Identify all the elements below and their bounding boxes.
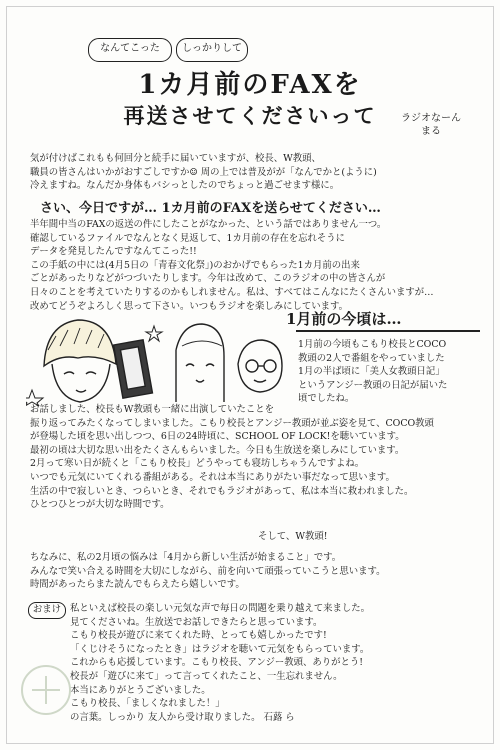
- paragraph-worries: [30, 551, 480, 592]
- byline: [376, 112, 486, 138]
- text-line: 1月前の今頃もこもり校長とCOCO: [298, 339, 447, 350]
- text-line: 確認しているファイルでなんとなく見返して、1カ月前の存在を忘れそうに: [30, 232, 345, 244]
- text-line: こもり校長が遊びに来てくれた時、とっても嬉しかったです!: [70, 630, 327, 642]
- text-line: データを発見したんですなんてこった!!: [30, 246, 197, 258]
- text-line: 振り返ってみたくなってしまいました。こもり校長とアンジー教頭が並ぶ姿を見て、COCO教頭: [30, 417, 434, 429]
- text-line: 日々のことを考えていたりするのかもしれません。私は、すべてはこんなにたくさんいますが…: [30, 286, 434, 298]
- text-line: が登場した頃を思い出しつつ、6日の24時頃に、SCHOOL OF LOCK!を聴いています。: [30, 431, 405, 443]
- header-tag-right: しっかりして: [176, 38, 248, 62]
- text-line: というアンジー教頭の日記が届いた: [298, 379, 448, 391]
- text-line: 2月って寒い日が続くと「こもり校長」どうやっても寝坊しちゃうんですよね。: [30, 458, 365, 470]
- letter-title-line2: 再送させてくださいって: [123, 103, 377, 128]
- header-tag-left: なんてこった: [88, 38, 172, 62]
- text-line: ごとがあったりなどがつづいたりします。今年は改めて、このラジオの中の皆さんが: [30, 273, 386, 285]
- text-line: 冷えますね。なんだか身体もバシっとしたのでちょっと過ごせます様に。: [30, 180, 340, 192]
- text-line: 気が付けばこれもも何回分と続手に届いていますが、校長、W教頭、: [30, 153, 321, 164]
- text-line: これからも応援しています。こもり校長、アンジー教頭、ありがとう!: [70, 657, 364, 669]
- paragraph-intro: [30, 152, 480, 193]
- text-line: 見てくださいね。生放送でお話しできたらと思っています。: [70, 616, 323, 628]
- text-line: 1月の半ば頃に「美人女教頭日記」: [298, 366, 445, 378]
- text-line: 「くじけそうになったとき」はラジオを聴いて元気をもらっています。: [70, 643, 370, 655]
- paragraph-omake: [70, 602, 482, 724]
- text-line: 生活の中で寂しいとき、つらいとき、それでもラジオがあって、私は本当に救われました。: [30, 485, 414, 497]
- byline-suffix: まる: [421, 126, 441, 137]
- text-line: 頃でしたね。: [298, 393, 355, 405]
- aside-note: そして、W教頭!: [258, 531, 328, 542]
- letter-title-line1: 1カ月前のFAXを: [138, 70, 362, 100]
- character-illustration: [26, 306, 288, 406]
- text-line: こもり校長、「ましくなれました！」: [70, 698, 225, 710]
- text-line: 最初の頃は大切な思い出をたくさんもらいました。今日も生放送を楽しみにしています。: [30, 444, 405, 456]
- paragraph-fax-story: [30, 218, 480, 313]
- text-line: 本当にありがとうございました。: [70, 684, 211, 696]
- section-heading: さい、今日ですが… 1カ月前のFAXを送らせてください…: [40, 201, 381, 216]
- text-line: 教頭の2人で番組をやっていました: [298, 352, 445, 364]
- text-line: この手紙の中には(4月5日の「青春文化祭」)のおかげでもらった1カ月前の出来: [30, 259, 360, 271]
- text-line: お話しました、校長もW教頭も一緒に出演していたことを: [30, 404, 275, 415]
- text-line: 職員の皆さんはいかがおすごしですか☺ 周の上では普及がが「なんでかと(ように): [30, 166, 377, 178]
- text-line: いつでも元気にいてくれる番組がある。それは本当にありがたい事だなって思います。: [30, 471, 395, 483]
- text-line: の言葉。しっかり 友人から受け取りました。 石蕗 ら: [70, 711, 295, 723]
- paragraph-memories: [30, 403, 480, 512]
- byline-name: ラジオなーん: [401, 113, 461, 124]
- text-line: 改めてどうぞよろしく思って下さい。いつもラジオを楽しみにしています。: [30, 300, 349, 312]
- text-line: 校長が「遊びに来て」って言ってくれたこと、一生忘れません。: [70, 670, 343, 682]
- text-line: みんなで笑い合える時間を大切にしながら、前を向いて頑張っていこうと思います。: [30, 565, 386, 577]
- text-line: 時間があったらまた読んでもらえたら嬉しいです。: [30, 579, 245, 591]
- school-of-lock-watermark: [18, 662, 74, 718]
- text-line: ひとつひとつが大切な時間です。: [30, 499, 170, 511]
- box-title: 1月前の今頃は…: [286, 308, 484, 329]
- omake-label: おまけ: [28, 602, 66, 619]
- text-line: ちなみに、私の2月頃の悩みは「4月から新しい生活が始まること」です。: [30, 552, 342, 563]
- box-text: [298, 338, 484, 406]
- text-line: 私といえば校長の楽しい元気な声で毎日の問題を乗り越えて来ました。: [70, 603, 371, 614]
- text-line: 半年間中当のFAXの返送の件にしたことがなかった、という話ではありません一つ。: [30, 219, 387, 230]
